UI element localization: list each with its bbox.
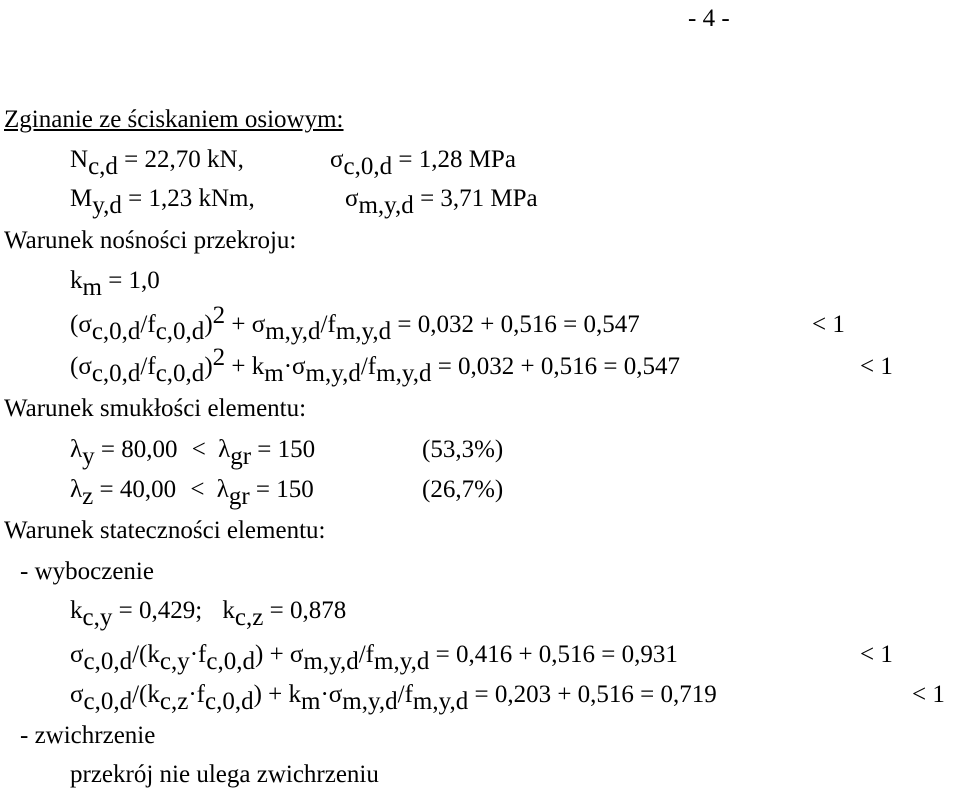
- sub-m-y-d: m,y,d: [358, 192, 414, 219]
- sub-y-d: y,d: [92, 192, 122, 219]
- equation-4-condition: < 1: [912, 681, 945, 708]
- lambda-symbol: λ: [218, 436, 231, 463]
- force-line-m: [70, 185, 538, 219]
- force-line-n: [70, 146, 516, 180]
- equation-3-condition: < 1: [860, 641, 893, 668]
- symbol-sigma: σ: [345, 185, 359, 212]
- symbol-m: M: [70, 185, 93, 212]
- slenderness-z: $\lambda_z = 40,00 < \lambda_{gr} = 150$ (26,7%): [70, 476, 504, 510]
- equation-1-condition: < 1: [812, 311, 845, 338]
- heading-slenderness: Warunek smukłości elementu:: [4, 395, 307, 422]
- value-sigma-m: = 3,71 MPa: [413, 185, 538, 212]
- value-m: = 1,23 kNm,: [121, 185, 255, 212]
- slenderness-y: $\lambda_y = 80,00 < \lambda_{gr} = 150$ (53,3%): [70, 436, 504, 470]
- equation-1-formula: $(\sigma_{c,0,d}/f_{c,0,d})^2 + \sigma_{m,y,d}/f_{m,y,d}$: [70, 302, 392, 345]
- km-line: $k_m = 1,0$: [70, 267, 160, 301]
- sub-c-0-d: c,0,d: [343, 153, 393, 180]
- sub-c-d: c,d: [88, 153, 118, 180]
- page-number: - 4 -: [688, 5, 730, 32]
- lambda-symbol: λ: [216, 476, 229, 503]
- equation-3: [70, 641, 893, 675]
- equation-1-result: = 0,032 + 0,516 = 0,547: [397, 311, 640, 338]
- equation-4-result: = 0,203 + 0,516 = 0,719: [474, 681, 717, 708]
- kc-line: $k_{c,y} = 0,429$; $k_{c,z} = 0,878$: [70, 597, 347, 631]
- symbol-sigma: σ: [330, 146, 344, 173]
- symbol-n: N: [70, 146, 89, 173]
- equation-1: [70, 302, 845, 345]
- equation-3-result: = 0,416 + 0,516 = 0,931: [435, 641, 678, 668]
- heading-cross-section: Warunek nośności przekroju:: [4, 227, 297, 254]
- lt-buckling-label: - zwichrzenie: [20, 722, 156, 749]
- equation-2-result: = 0,032 + 0,516 = 0,547: [437, 353, 681, 380]
- lambda-symbol: λ: [70, 436, 83, 463]
- buckling-label: - wyboczenie: [20, 558, 154, 585]
- equation-2-formula: $(\sigma_{c,0,d}/f_{c,0,d})^2 + k_m\cdot\sigma_{m,y,d}/f_{m,y,d}$: [70, 344, 432, 387]
- lt-buckling-note: przekrój nie ulega zwichrzeniu: [70, 761, 379, 788]
- value-n: = 22,70 kN,: [117, 146, 244, 173]
- equation-4-formula: $\sigma_{c,0,d}/(k_{c,z}\cdot f_{c,0,d}) + k_m\cdot\sigma_{m,y,d}/f_{m,y,d}$: [70, 681, 469, 715]
- lambda-symbol: λ: [70, 476, 83, 503]
- equation-4: [70, 681, 945, 715]
- equation-2-condition: < 1: [860, 353, 893, 380]
- heading-stability: Warunek stateczności elementu:: [4, 517, 326, 544]
- value-sigma-c: = 1,28 MPa: [392, 146, 516, 173]
- equation-2: [70, 344, 893, 387]
- section-title: Zginanie ze ściskaniem osiowym:: [4, 106, 344, 133]
- equation-3-formula: $\sigma_{c,0,d}/(k_{c,y}\cdot f_{c,0,d}) + \sigma_{m,y,d}/f_{m,y,d}$: [70, 641, 430, 675]
